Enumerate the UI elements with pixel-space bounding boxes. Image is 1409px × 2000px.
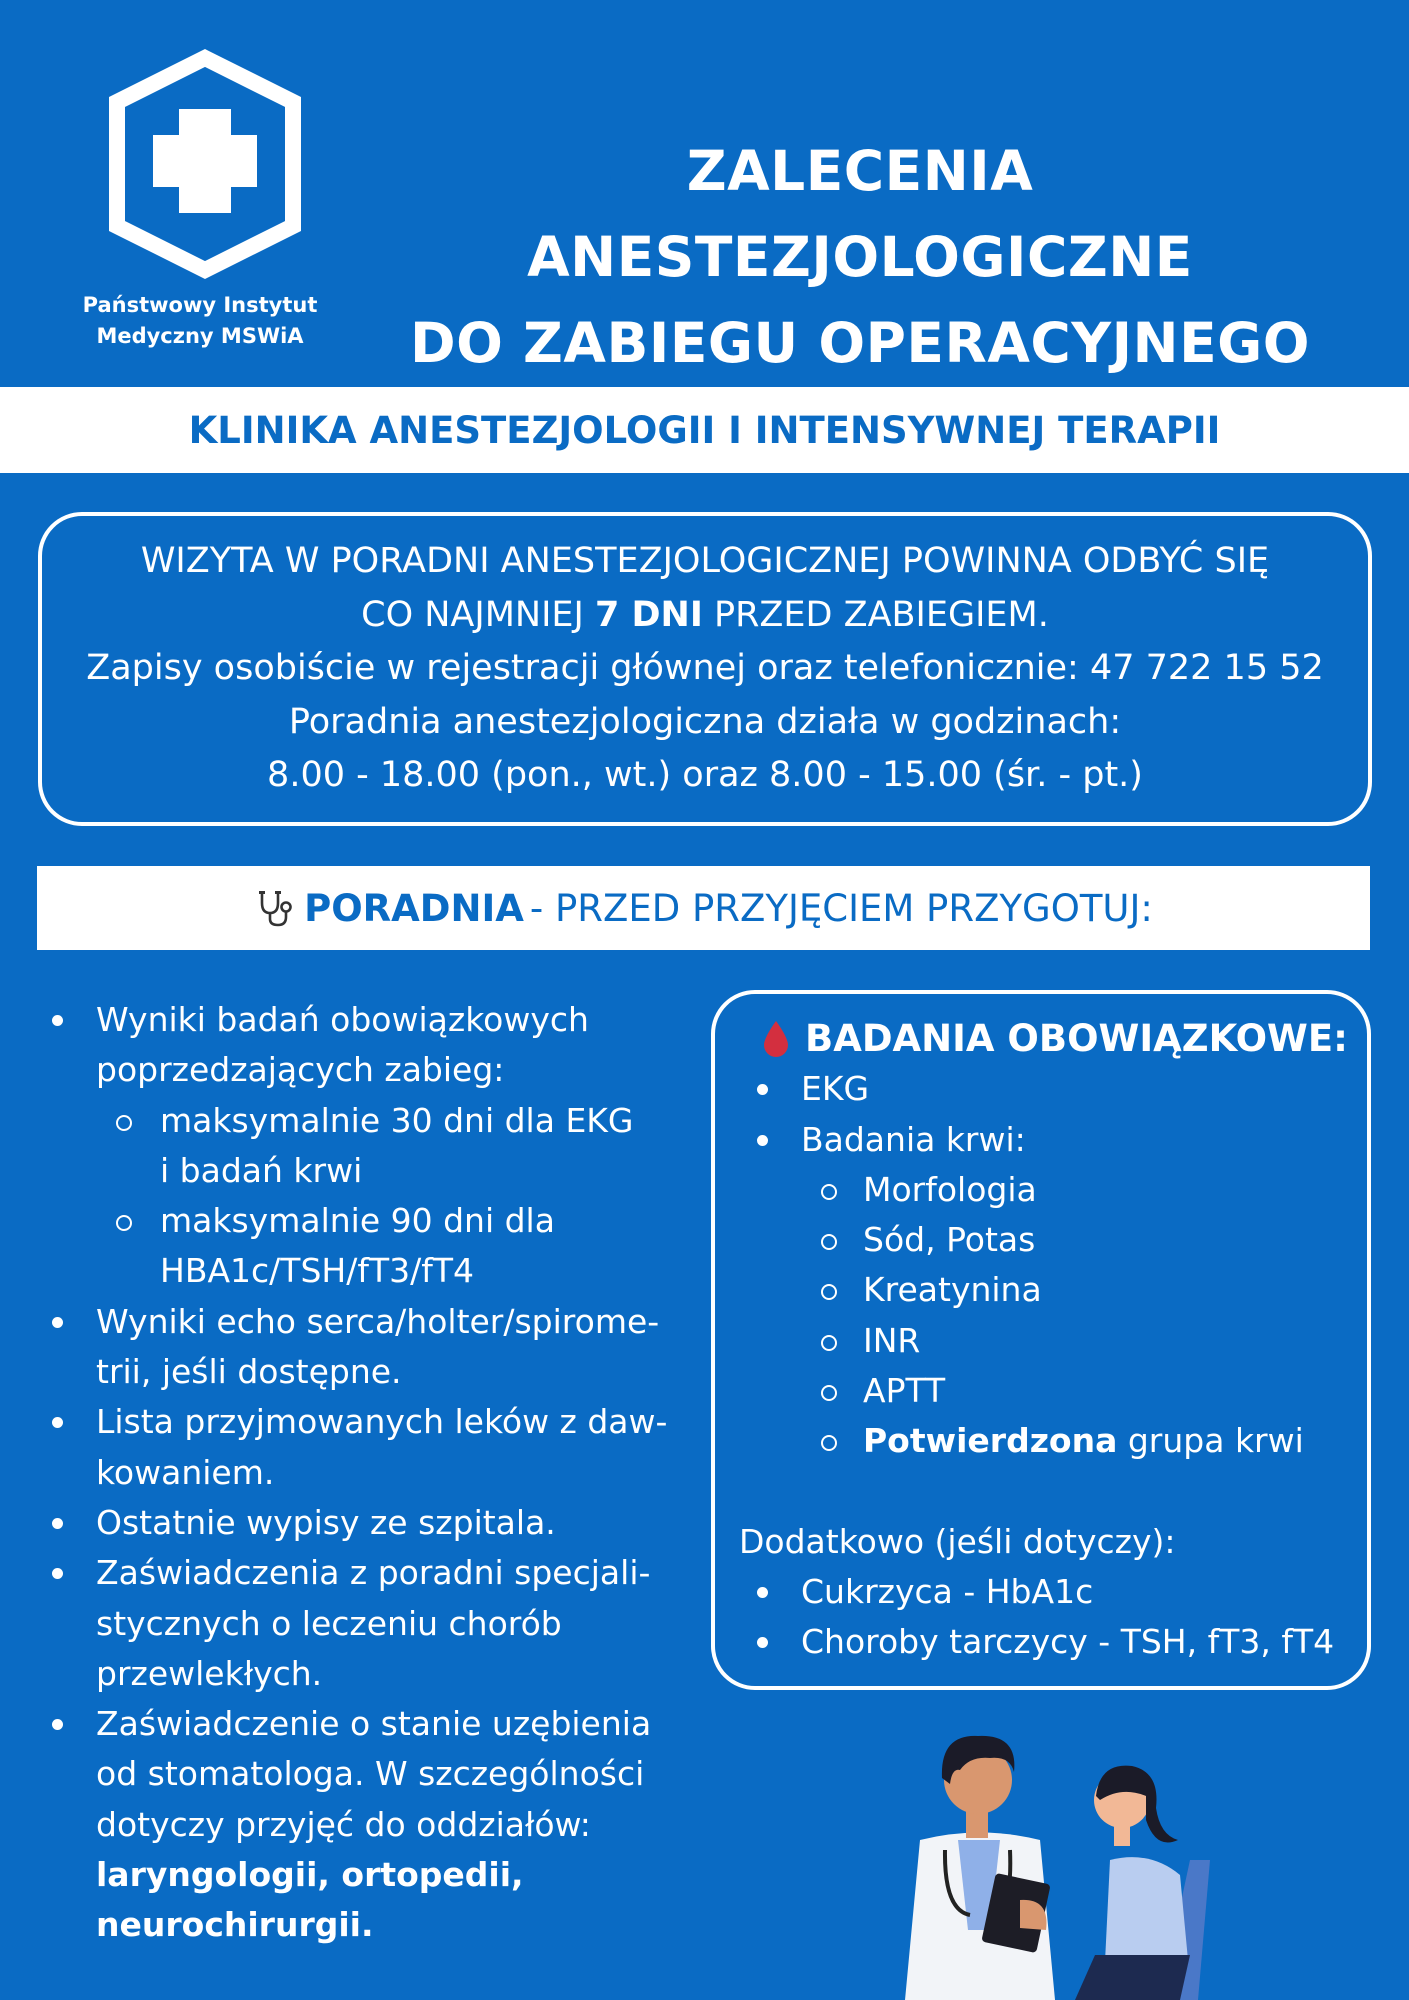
list-item-text: Wyniki echo serca/holter/spirome- xyxy=(96,1301,660,1341)
mandatory-tests-title xyxy=(727,1014,1367,1064)
sub-list-item xyxy=(44,1096,694,1197)
test-item-ekg: EKG xyxy=(727,1064,1367,1114)
list-item-bold-text xyxy=(96,1850,694,1900)
visit-hours: 8.00 - 18.00 (pon., wt.) oraz 8.00 - 15.00 (śr. - pt.) xyxy=(267,755,1143,796)
blood-drop-icon xyxy=(761,1019,791,1059)
confirmed-rest: grupa krwi xyxy=(1117,1421,1304,1461)
list-item-text: przewlekłych. xyxy=(96,1653,323,1693)
list-item-text: stycznych o leczeniu chorób xyxy=(96,1603,562,1643)
departments-bold: neurochirurgii. xyxy=(96,1905,374,1945)
sub-list-item xyxy=(44,1196,694,1297)
sub-list-item-text: maksymalnie 30 dni dla EKG xyxy=(160,1100,634,1140)
institute-name xyxy=(70,290,330,352)
institute-logo-icon xyxy=(95,40,315,280)
poradnia-band xyxy=(37,866,1370,950)
list-item-text: dotyczy przyjęć do oddziałów: xyxy=(96,1804,591,1844)
visit-line2-pre: CO NAJMNIEJ xyxy=(361,594,595,635)
sub-list-item-text: maksymalnie 90 dni dla xyxy=(160,1201,555,1241)
visit-line2-post: PRZED ZABIEGIEM. xyxy=(702,594,1049,635)
visit-registration-line: Zapisy osobiście w rejestracji głównej oraz telefonicznie: 47 722 15 52 xyxy=(86,648,1324,689)
sub-list-item-text: HBA1c/TSH/fT3/fT4 xyxy=(160,1251,474,1291)
list-item-text: od stomatologa. W szczególności xyxy=(96,1754,645,1794)
blood-test-item: APTT xyxy=(727,1366,1367,1416)
test-item-blood: Badania krwi: xyxy=(727,1115,1367,1165)
visit-line1: WIZYTA W PORADNI ANESTEZJOLOGICZNEJ POWINNA ODBYĆ SIĘ xyxy=(140,541,1270,582)
clinic-name: KLINIKA ANESTEZJOLOGII I INTENSYWNEJ TERAPII xyxy=(188,408,1221,452)
confirmed-bold: Potwierdzona xyxy=(863,1421,1118,1461)
sub-list-item-text: i badań krwi xyxy=(160,1150,363,1190)
list-item-bold-text xyxy=(96,1900,694,1950)
visit-days-bold: 7 DNI xyxy=(594,594,703,635)
blood-test-item: Morfologia xyxy=(727,1165,1367,1215)
blood-test-item: Sód, Potas xyxy=(727,1215,1367,1265)
clinic-band xyxy=(0,387,1409,473)
list-item xyxy=(44,1498,694,1548)
institute-name-line1: Państwowy Instytut xyxy=(82,293,318,317)
list-item-text: poprzedzających zabieg: xyxy=(96,1050,505,1090)
visit-info-box xyxy=(38,512,1372,826)
poradnia-title-bold: PORADNIA xyxy=(304,886,524,930)
list-item-text: Wyniki badań obowiązkowych xyxy=(96,1000,589,1039)
page-title-line2: DO ZABIEGU OPERACYJNEGO xyxy=(409,311,1311,375)
page-title-line1: ZALECENIA ANESTEZJOLOGICZNE xyxy=(527,139,1193,289)
list-item xyxy=(44,1548,694,1699)
institute-name-line2: Medyczny MSWiA xyxy=(96,324,304,348)
preparation-list xyxy=(44,995,694,1951)
additional-test-item: Choroby tarczycy - TSH, fT3, fT4 xyxy=(727,1617,1367,1667)
doctor-patient-illustration xyxy=(860,1700,1230,2000)
additional-label: Dodatkowo (jeśli dotyczy): xyxy=(739,1521,1176,1561)
header xyxy=(0,0,1409,387)
page-title xyxy=(360,128,1360,386)
list-item xyxy=(44,1699,694,1950)
list-item-text: Ostatnie wypisy ze szpitala. xyxy=(96,1502,556,1542)
departments-bold: laryngologii, ortopedii, xyxy=(96,1855,524,1895)
list-item-text: kowaniem. xyxy=(96,1452,275,1492)
mandatory-tests-title-text: BADANIA OBOWIĄZKOWE: xyxy=(805,1017,1348,1060)
additional-test-item: Cukrzyca - HbA1c xyxy=(727,1567,1367,1617)
visit-line2 xyxy=(361,589,1049,643)
list-item xyxy=(44,995,694,1096)
stethoscope-icon xyxy=(254,887,296,929)
list-item-text: trii, jeśli dostępne. xyxy=(96,1352,402,1392)
blood-test-item xyxy=(727,1416,1367,1466)
blood-test-item: INR xyxy=(727,1316,1367,1366)
list-item xyxy=(44,1397,694,1498)
list-item-text: Zaświadczenia z poradni specjali- xyxy=(96,1553,651,1593)
list-item-text: Zaświadczenie o stanie uzębienia xyxy=(96,1704,652,1744)
list-item xyxy=(44,1297,694,1398)
list-item-text: Lista przyjmowanych leków z daw- xyxy=(96,1402,668,1442)
visit-hours-label: Poradnia anestezjologiczna działa w godzinach: xyxy=(288,701,1122,742)
poradnia-title-rest: - PRZED PRZYJĘCIEM PRZYGOTUJ: xyxy=(529,886,1153,930)
mandatory-tests-box xyxy=(711,990,1371,1690)
spacer xyxy=(727,1467,1367,1517)
blood-test-item: Kreatynina xyxy=(727,1265,1367,1315)
